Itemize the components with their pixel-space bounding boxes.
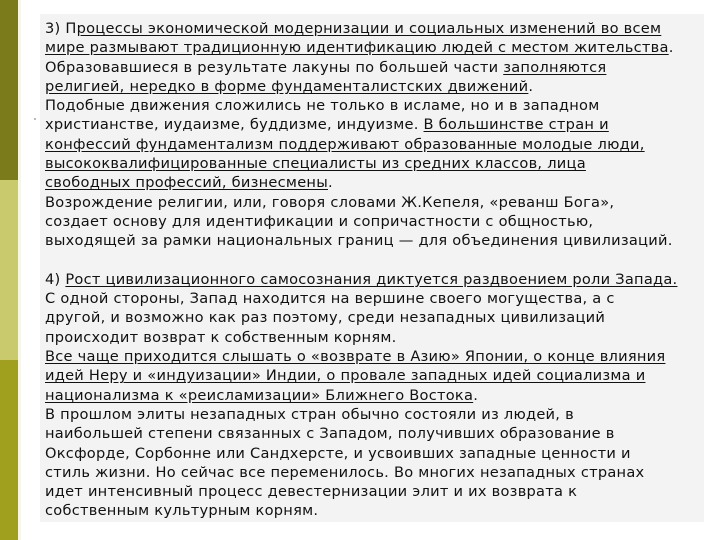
text-segment: собственным культурным корням. xyxy=(45,502,319,520)
text-line xyxy=(45,347,677,366)
text-line xyxy=(45,212,677,231)
decorative-border xyxy=(18,0,21,540)
underlined-text: роцессы экономической модернизации и социальных изменений во всем xyxy=(76,20,662,37)
text-segment: С одной стороны, Запад находится на вершине своего могущества, а с xyxy=(45,290,615,308)
text-segment: Возрождение религии, или, говоря словами Ж.Кепеля, «реванш Бога», xyxy=(45,193,615,211)
text-segment: другой, и возможно как раз поэтому, среди незападных цивилизаций xyxy=(45,309,606,327)
text-line xyxy=(45,366,677,385)
text-segment: создает основу для идентификации и сопричастности с общностью, xyxy=(45,212,594,230)
text-segment: выходящей за рамки национальных границ — для объединения цивилизаций. xyxy=(45,232,673,250)
text-segment: 4) xyxy=(45,270,66,288)
text-line xyxy=(45,135,677,154)
underlined-text: свободных профессий, бизнесмены xyxy=(45,174,328,192)
underlined-text: высококвалифицированные специалисты из средних классов, лица xyxy=(45,155,586,173)
underlined-text: конфессий фундаментализм поддерживают образованные молодые люди, xyxy=(45,135,645,153)
text-line xyxy=(45,328,677,347)
text-line xyxy=(45,501,677,520)
text-line xyxy=(45,154,677,173)
text-segment: Образовавшиеся в результате лакуны по большей части xyxy=(45,58,504,76)
text-segment: Подобные движения сложились не только в исламе, но и в западном xyxy=(45,97,600,115)
text-segment: идет интенсивный процесс девестернизации элит и их возврата к xyxy=(45,483,578,501)
blank-line xyxy=(45,251,677,270)
text-line xyxy=(45,270,677,289)
text-line xyxy=(45,173,677,192)
text-segment: В прошлом элиты незападных стран обычно состояли из людей, в xyxy=(45,405,574,423)
text-line xyxy=(45,231,677,250)
text-line xyxy=(45,193,677,212)
underlined-text: Все чаще приходится слышать о «возврате в Азию» Японии, о конце влияния xyxy=(45,348,666,366)
underlined-text: В большинстве стран и xyxy=(423,116,609,134)
underlined-text: мире размывают традиционную идентификацию людей с местом жительства xyxy=(45,39,669,57)
underlined-text: национализма к «реисламизации» Ближнего Востока xyxy=(45,386,474,404)
text-line xyxy=(45,19,677,38)
text-segment: . xyxy=(328,174,333,192)
decorative-strip-middle xyxy=(0,180,18,360)
text-segment: происходит возврат к собственным корням. xyxy=(45,328,397,346)
text-line xyxy=(45,96,677,115)
text-line xyxy=(45,308,677,327)
bullet-mark xyxy=(34,118,36,120)
text-line xyxy=(45,424,677,443)
text-segment: . xyxy=(528,77,534,95)
underlined-text: идей Неру и «индуизации» Индии, о провале западных идей социализма и xyxy=(45,367,646,385)
text-segment: наибольшей степени связанных с Западом, получивших образование в xyxy=(45,425,615,443)
text-segment: Оксфорде, Сорбонне или Сандхерсте, и усвоивших западные ценности и xyxy=(45,444,631,462)
text-line xyxy=(45,115,677,134)
text-line xyxy=(45,58,677,77)
underlined-text: религией, нередко в форме фундаменталистских движений xyxy=(45,77,529,95)
text-line xyxy=(45,405,677,424)
underlined-text: заполняются xyxy=(503,58,607,76)
text-line xyxy=(45,38,677,57)
decorative-strip-bottom xyxy=(0,360,18,540)
text-line xyxy=(45,444,677,463)
decorative-strip-top xyxy=(0,0,18,180)
slide-body-text xyxy=(45,19,677,521)
text-line xyxy=(45,482,677,501)
text-line xyxy=(45,289,677,308)
text-segment: . xyxy=(473,386,479,404)
text-segment: стиль жизни. Но сейчас все переменилось. Во многих незападных странах xyxy=(45,463,645,481)
text-segment: . xyxy=(668,39,674,57)
text-segment: 3) П xyxy=(45,20,77,37)
text-line xyxy=(45,386,677,405)
text-line xyxy=(45,77,677,96)
text-line xyxy=(45,463,677,482)
underlined-text: Рост цивилизационного самосознания диктуется раздвоением роли Запада. xyxy=(65,270,678,288)
text-segment: христианстве, иудаизме, буддизме, индуизме. xyxy=(45,116,424,134)
